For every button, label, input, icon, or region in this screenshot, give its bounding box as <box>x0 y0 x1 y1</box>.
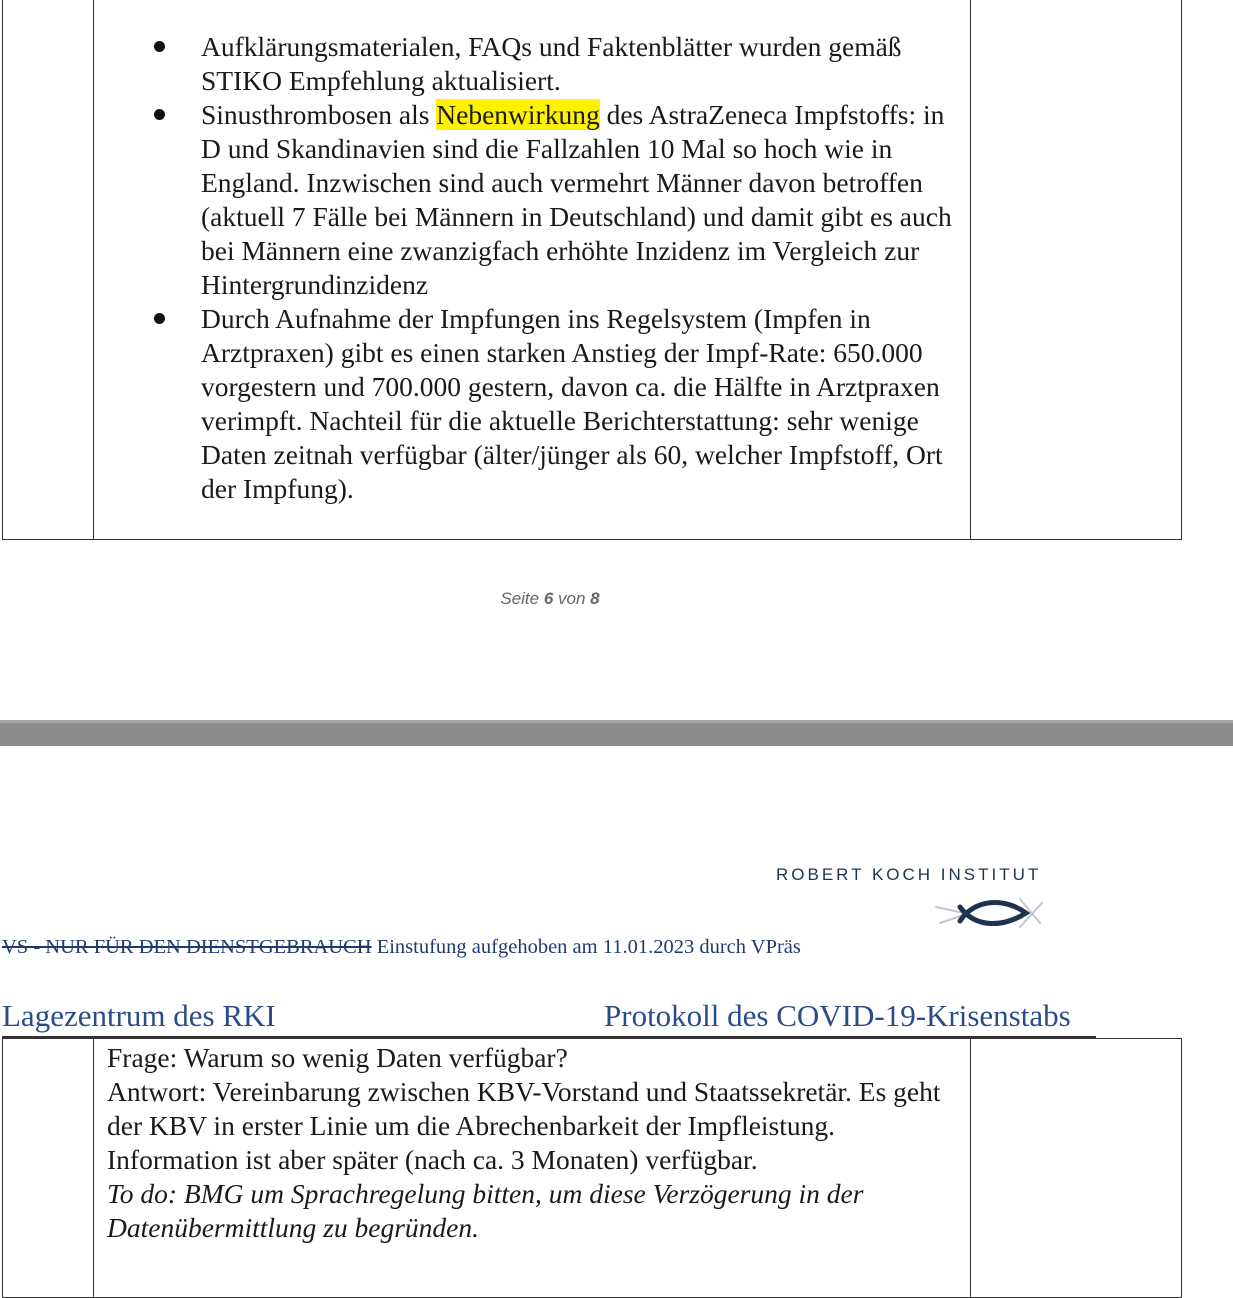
bullet-list <box>148 30 958 506</box>
table-cell-content <box>107 1041 957 1245</box>
answer-text: Antwort: Vereinbarung zwischen KBV-Vorstand und Staatssekretär. Es geht der KBV in erster Linie um die Abrechenbarkeit der Impfleistung. Information ist aber später (nach ca. 3 Monaten) verfügbar. <box>107 1076 941 1175</box>
classification-struck: VS - NUR FÜR DEN DIENSTGEBRAUCH <box>2 936 372 958</box>
bullet-text: Sinusthrombosen als <box>201 99 437 130</box>
classification-note: Einstufung aufgehoben am 11.01.2023 durch VPräs <box>371 936 801 958</box>
header-right: Protokoll des COVID-19-Krisenstabs <box>604 998 1071 1033</box>
table-column-divider <box>970 0 971 539</box>
rki-logo-icon <box>930 893 1050 933</box>
bullet-icon <box>154 313 165 324</box>
todo-text: To do: BMG um Sprachregelung bitten, um diese Verzögerung in der Datenübermittlung zu begründen. <box>107 1178 864 1243</box>
bullet-text: Durch Aufnahme der Impfungen ins Regelsystem (Impfen in Arztpraxen) gibt es einen starken Anstieg der Impf-Rate: 650.000 vorgestern und 700.000 gestern, davon ca. die Hälfte in Arztpraxen verimpft. Nachteil für die aktuelle Berichterstattung: sehr wenige Daten zeitnah verfügbar (älter/jünger als 60, welcher Impfstoff, Ort der Impfung). <box>201 303 943 504</box>
table-column-divider <box>93 0 94 539</box>
list-item <box>148 30 958 98</box>
highlighted-term: Nebenwirkung <box>436 99 600 130</box>
page-current: 6 <box>543 589 554 608</box>
table-column-divider <box>970 1039 971 1297</box>
list-item <box>148 302 958 506</box>
list-item <box>148 98 958 302</box>
bullet-icon <box>154 109 165 120</box>
header-left: Lagezentrum des RKI <box>2 998 276 1033</box>
page-number-middle: von <box>553 589 591 608</box>
table-column-divider <box>93 1039 94 1297</box>
page-number-prefix: Seite <box>500 589 544 608</box>
bullet-text: des AstraZeneca Impfstoffs: in D und Skandinavien sind die Fallzahlen 10 Mal so hoch wie in England. Inzwischen sind auch vermehrt Männer davon betroffen (aktuell 7 Fälle bei Männern in Deutschland) und damit gibt es auch bei Männern eine zwanzigfach erhöhte Inzidenz im Vergleich zur Hintergrundinzidenz <box>201 99 952 300</box>
bullet-icon <box>154 41 165 52</box>
logo-text: ROBERT KOCH INSTITUT <box>776 865 1042 884</box>
page-total: 8 <box>590 589 600 608</box>
bullet-text: Aufklärungsmaterialen, FAQs und Faktenblätter wurden gemäß STIKO Empfehlung aktualisiert. <box>201 31 902 96</box>
page-number <box>0 589 1100 609</box>
classification-notice <box>2 936 801 959</box>
page-separator <box>0 720 1233 746</box>
question-text: Frage: Warum so wenig Daten verfügbar? <box>107 1042 568 1073</box>
